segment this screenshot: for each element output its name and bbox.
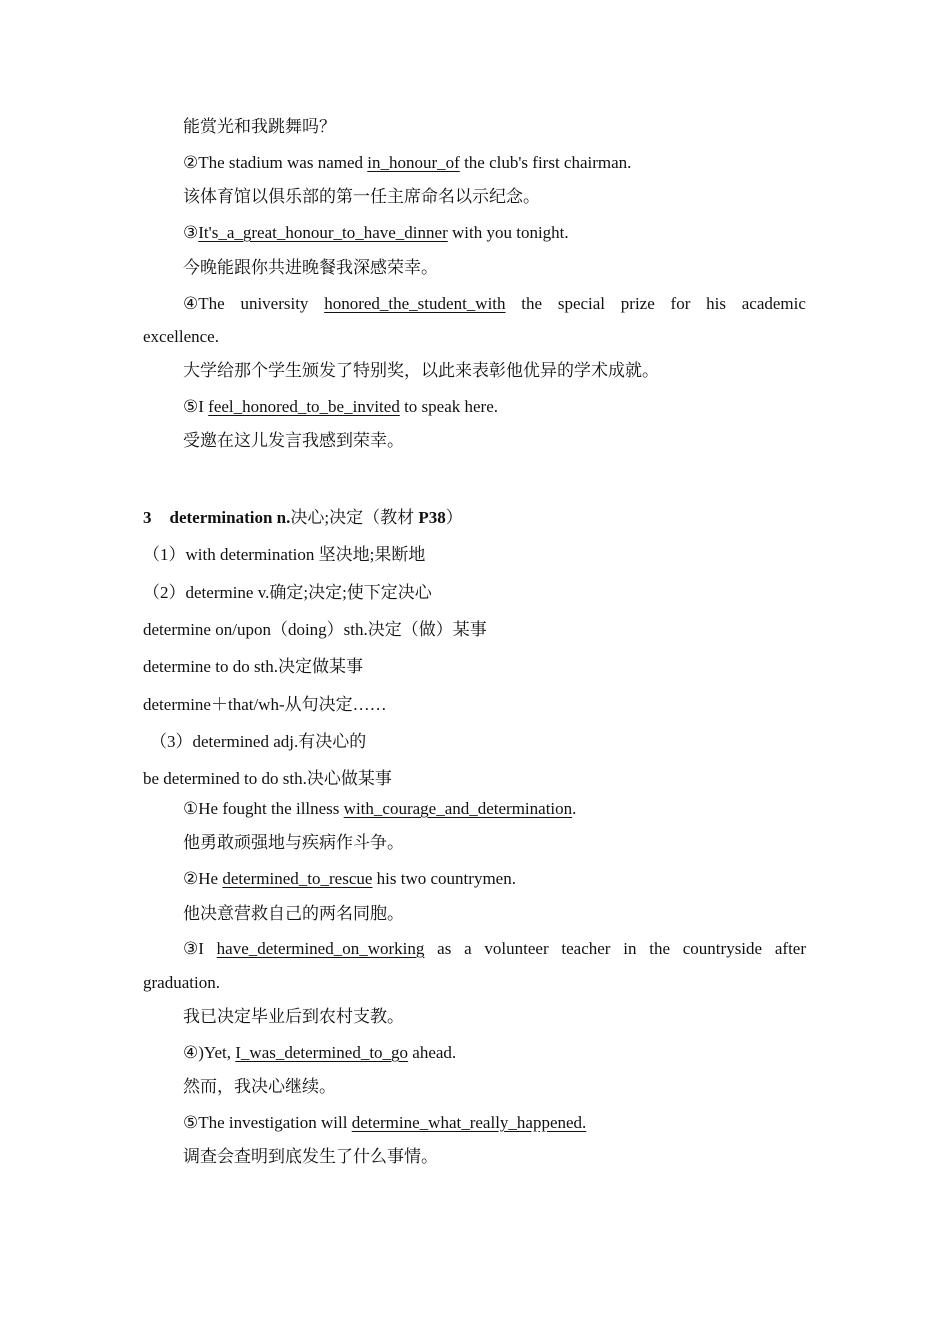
usage-point: （3）determined adj.有决心的 [150,732,367,751]
example-sentence: ⑤The investigation will determine_what_really_happened. [183,1113,587,1132]
usage-subpoint: determine to do sth.决定做某事 [143,657,364,676]
underlined-phrase: I_was_determined_to_go [235,1043,409,1062]
translation-line: 他决意营救自己的两名同胞。 [183,904,404,923]
usage-point: （2）determine v.确定;决定;使下定决心 [143,583,432,602]
underlined-phrase: in_honour_of [367,153,460,172]
underlined-phrase: determined_to_rescue [222,869,373,888]
usage-subpoint: determine＋that/wh-从句决定…… [143,695,387,714]
usage-point: （1）with determination 坚决地;果断地 [143,545,426,564]
underlined-phrase: honored_the_student_with [324,294,506,313]
translation-line: 他勇敢顽强地与疾病作斗争。 [183,833,404,852]
usage-subpoint: be determined to do sth.决心做某事 [143,769,392,788]
underlined-phrase: have_determined_on_working [216,939,425,958]
example-sentence: ③It's_a_great_honour_to_have_dinner with you tonight. [183,223,569,242]
underlined-phrase: feel_honored_to_be_invited [208,397,400,416]
translation-line: 然而，我决心继续。 [183,1077,336,1096]
translation-line: 该体育馆以俱乐部的第一任主席命名以示纪念。 [183,187,540,206]
example-sentence: ④The university honored_the_student_with the special prize for his academic [183,294,806,313]
translation-line: 受邀在这儿发言我感到荣幸。 [183,431,404,450]
section-heading: 3 determination n.决心;决定（教材 P38） [143,508,463,527]
translation-line: 大学给那个学生颁发了特别奖，以此来表彰他优异的学术成就。 [183,361,659,380]
example-sentence: ④)Yet, I_was_determined_to_go ahead. [183,1043,457,1062]
example-sentence: ⑤I feel_honored_to_be_invited to speak here. [183,397,499,416]
translation-line: 能赏光和我跳舞吗？ [183,117,336,136]
example-continuation: excellence. [143,327,219,346]
example-sentence: ③I have_determined_on_working as a volunteer teacher in the countryside after [183,939,806,958]
translation-line: 我已决定毕业后到农村支教。 [183,1007,404,1026]
example-sentence: ②He determined_to_rescue his two countrymen. [183,869,516,888]
translation-line: 调查会查明到底发生了什么事情。 [183,1147,438,1166]
example-sentence: ①He fought the illness with_courage_and_determination. [183,799,577,818]
underlined-phrase: determine_what_really_happened. [351,1113,587,1132]
underlined-phrase: It's_a_great_honour_to_have_dinner [198,223,448,242]
translation-line: 今晚能跟你共进晚餐我深感荣幸。 [183,258,438,277]
example-continuation: graduation. [143,973,220,992]
usage-subpoint: determine on/upon（doing）sth.决定（做）某事 [143,620,487,639]
example-sentence: ②The stadium was named in_honour_of the club's first chairman. [183,153,632,172]
underlined-phrase: with_courage_and_determination [343,799,573,818]
